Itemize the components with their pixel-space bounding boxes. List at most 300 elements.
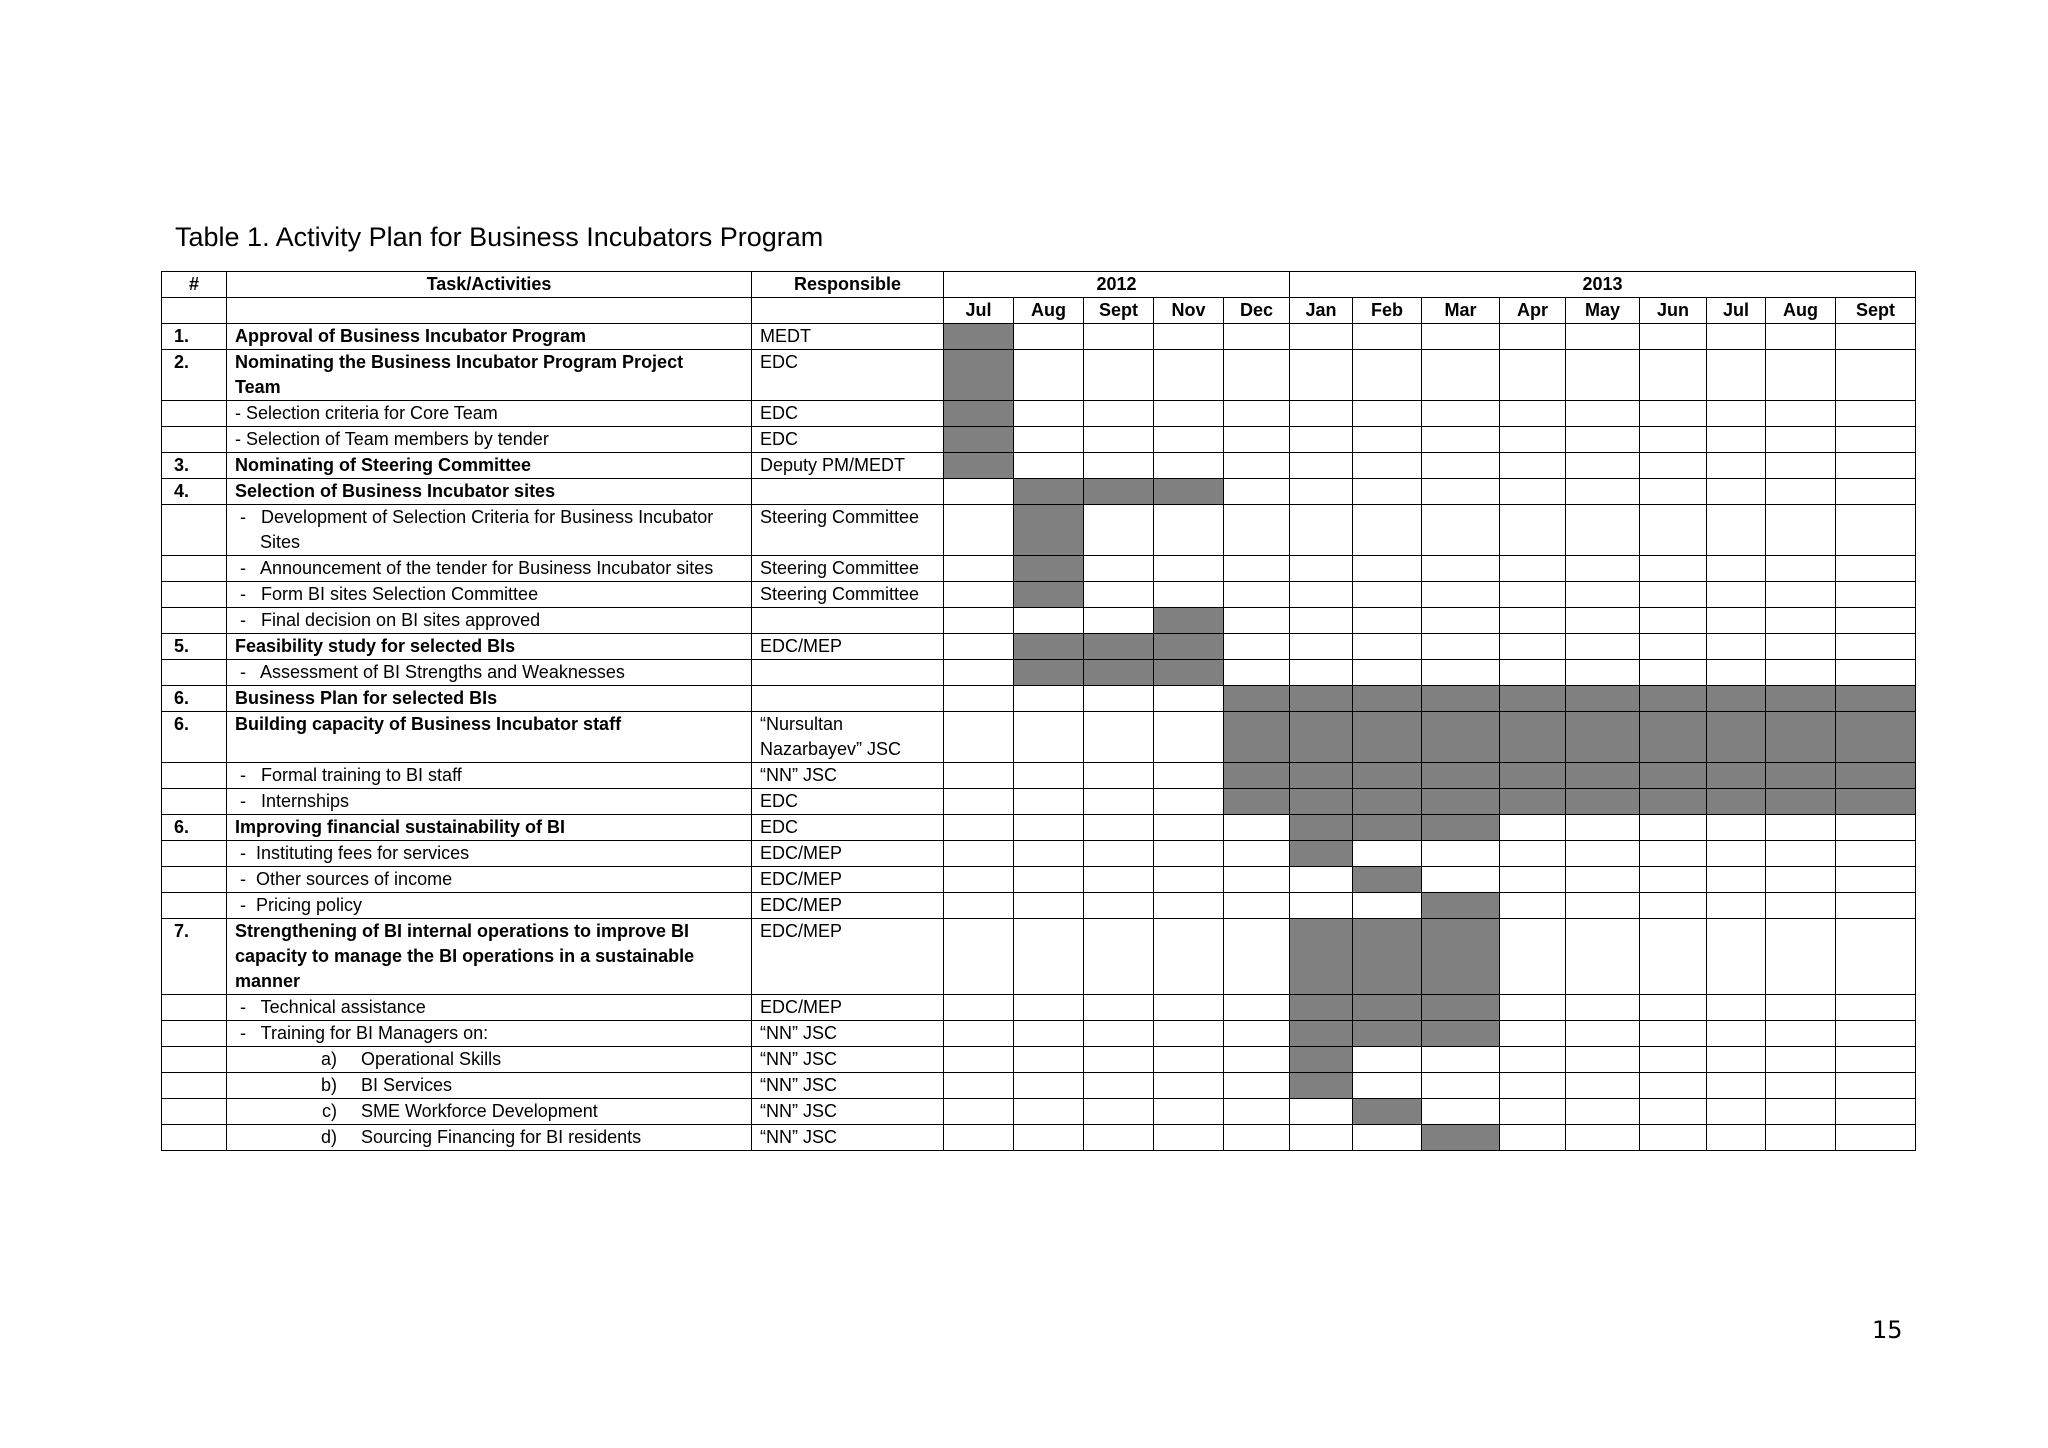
task-cell	[227, 1125, 752, 1151]
schedule-cell	[1290, 893, 1353, 919]
responsible-line: EDC	[760, 429, 799, 449]
schedule-cell	[1154, 686, 1224, 712]
task-line: - Internships	[240, 791, 350, 811]
task-cell	[227, 712, 752, 763]
schedule-cell	[1422, 1099, 1500, 1125]
header-responsible-blank	[752, 298, 944, 324]
schedule-cell	[1500, 324, 1566, 350]
row-number	[162, 995, 227, 1021]
schedule-cell	[1353, 582, 1422, 608]
task-line: - Other sources of income	[240, 869, 453, 889]
schedule-cell	[1422, 660, 1500, 686]
schedule-cell	[1640, 479, 1707, 505]
task-letter: c)	[322, 1101, 337, 1121]
schedule-cell	[1566, 893, 1640, 919]
header-num-blank	[162, 298, 227, 324]
schedule-cell	[1566, 815, 1640, 841]
table-row	[162, 1073, 1916, 1099]
task-line: Team	[235, 377, 281, 397]
task-cell	[227, 582, 752, 608]
responsible-cell	[752, 815, 944, 841]
schedule-cell-active	[1290, 1021, 1353, 1047]
schedule-cell	[1154, 324, 1224, 350]
schedule-cell	[1353, 401, 1422, 427]
schedule-cell	[1014, 789, 1084, 815]
schedule-cell	[1224, 401, 1290, 427]
schedule-cell	[1566, 1125, 1640, 1151]
schedule-cell	[1422, 427, 1500, 453]
row-number	[162, 893, 227, 919]
schedule-cell	[1014, 608, 1084, 634]
responsible-line: EDC	[760, 403, 799, 423]
schedule-cell-active	[1084, 634, 1154, 660]
schedule-cell	[1500, 634, 1566, 660]
task-cell	[227, 453, 752, 479]
table-row	[162, 1021, 1916, 1047]
responsible-line: “NN” JSC	[760, 1101, 837, 1121]
activity-plan-table	[161, 271, 1916, 1151]
schedule-cell	[1766, 815, 1836, 841]
schedule-cell	[944, 1125, 1014, 1151]
task-line: - Selection criteria for Core Team	[235, 403, 498, 423]
schedule-cell	[1014, 427, 1084, 453]
schedule-cell	[1353, 427, 1422, 453]
schedule-cell-active	[1422, 893, 1500, 919]
schedule-cell-active	[1084, 660, 1154, 686]
schedule-cell	[1353, 1047, 1422, 1073]
schedule-cell	[1836, 1099, 1916, 1125]
schedule-cell	[1766, 634, 1836, 660]
schedule-cell	[1836, 919, 1916, 995]
schedule-cell	[1154, 401, 1224, 427]
header-task: Task/Activities	[227, 272, 752, 298]
schedule-cell	[1353, 608, 1422, 634]
schedule-cell	[1084, 505, 1154, 556]
task-cell	[227, 401, 752, 427]
schedule-cell	[1353, 1073, 1422, 1099]
header-responsible: Responsible	[752, 272, 944, 298]
schedule-cell	[1640, 556, 1707, 582]
schedule-cell-active	[1422, 712, 1500, 763]
schedule-cell	[1224, 556, 1290, 582]
schedule-cell	[1014, 919, 1084, 995]
schedule-cell	[1353, 634, 1422, 660]
schedule-cell	[1084, 350, 1154, 401]
schedule-cell	[1707, 919, 1766, 995]
row-number	[162, 841, 227, 867]
header-month: May	[1566, 298, 1640, 324]
schedule-cell	[1766, 995, 1836, 1021]
schedule-cell	[1290, 427, 1353, 453]
schedule-cell-active	[1766, 712, 1836, 763]
schedule-cell	[1084, 324, 1154, 350]
schedule-cell	[1084, 401, 1154, 427]
activity-rows	[162, 324, 1916, 1151]
schedule-cell	[944, 1073, 1014, 1099]
responsible-cell	[752, 324, 944, 350]
schedule-cell-active	[1566, 789, 1640, 815]
row-number: 6.	[162, 815, 227, 841]
schedule-cell	[1566, 1021, 1640, 1047]
schedule-cell	[1707, 995, 1766, 1021]
responsible-line: “NN” JSC	[760, 1127, 837, 1147]
schedule-cell	[1290, 660, 1353, 686]
table-row	[162, 427, 1916, 453]
schedule-cell	[1640, 350, 1707, 401]
schedule-cell	[944, 995, 1014, 1021]
schedule-cell	[1766, 867, 1836, 893]
schedule-cell-active	[1422, 1125, 1500, 1151]
row-number: 6.	[162, 712, 227, 763]
schedule-cell	[1500, 350, 1566, 401]
task-line: - Formal training to BI staff	[240, 765, 462, 785]
responsible-line: EDC/MEP	[760, 843, 843, 863]
schedule-cell	[944, 789, 1014, 815]
schedule-cell	[1707, 427, 1766, 453]
schedule-cell	[1766, 556, 1836, 582]
task-line: - Pricing policy	[240, 895, 363, 915]
schedule-cell	[944, 712, 1014, 763]
header-month: Mar	[1422, 298, 1500, 324]
schedule-cell	[1766, 1047, 1836, 1073]
schedule-cell	[1353, 350, 1422, 401]
row-number: 7.	[162, 919, 227, 995]
schedule-cell	[1224, 919, 1290, 995]
schedule-cell	[1084, 686, 1154, 712]
schedule-cell	[1766, 660, 1836, 686]
schedule-cell	[1224, 841, 1290, 867]
schedule-cell	[1500, 608, 1566, 634]
table-row	[162, 453, 1916, 479]
responsible-line: EDC	[760, 817, 799, 837]
schedule-cell-active	[1353, 815, 1422, 841]
header-row-years	[162, 272, 1916, 298]
table-row	[162, 1047, 1916, 1073]
schedule-cell	[944, 660, 1014, 686]
responsible-line: EDC	[760, 352, 799, 372]
schedule-cell	[1422, 479, 1500, 505]
task-cell	[227, 841, 752, 867]
schedule-cell	[1154, 1125, 1224, 1151]
schedule-cell	[1084, 453, 1154, 479]
schedule-cell	[1154, 712, 1224, 763]
schedule-cell	[1014, 893, 1084, 919]
schedule-cell	[1640, 634, 1707, 660]
schedule-cell-active	[1566, 763, 1640, 789]
schedule-cell-active	[1353, 1021, 1422, 1047]
table-row	[162, 815, 1916, 841]
responsible-cell	[752, 1047, 944, 1073]
schedule-cell-active	[1640, 686, 1707, 712]
responsible-line: Nazarbayev” JSC	[760, 739, 902, 759]
task-cell	[227, 1099, 752, 1125]
schedule-cell	[1290, 324, 1353, 350]
responsible-cell	[752, 427, 944, 453]
responsible-cell	[752, 1021, 944, 1047]
header-month: Sept	[1836, 298, 1916, 324]
schedule-cell	[1154, 582, 1224, 608]
schedule-cell	[1707, 634, 1766, 660]
schedule-cell	[1766, 582, 1836, 608]
schedule-cell	[1154, 453, 1224, 479]
schedule-cell	[1500, 453, 1566, 479]
responsible-line: “NN” JSC	[760, 1049, 837, 1069]
schedule-cell	[1084, 608, 1154, 634]
table-row	[162, 919, 1916, 995]
task-line: - Announcement of the tender for Business Incubator sites	[240, 558, 714, 578]
schedule-cell-active	[1014, 634, 1084, 660]
schedule-cell	[1566, 505, 1640, 556]
schedule-cell	[1290, 453, 1353, 479]
schedule-cell	[944, 634, 1014, 660]
schedule-cell	[1353, 479, 1422, 505]
responsible-line: EDC/MEP	[760, 997, 843, 1017]
page-number: 15	[1872, 1316, 1903, 1344]
row-number	[162, 789, 227, 815]
schedule-cell	[1224, 453, 1290, 479]
schedule-cell	[1766, 324, 1836, 350]
schedule-cell	[1766, 1125, 1836, 1151]
schedule-cell	[1224, 350, 1290, 401]
schedule-cell	[1224, 324, 1290, 350]
task-line: Sourcing Financing for BI residents	[361, 1127, 642, 1147]
schedule-cell-active	[1353, 1099, 1422, 1125]
schedule-cell	[1014, 1099, 1084, 1125]
schedule-cell	[1566, 350, 1640, 401]
schedule-cell	[1154, 1047, 1224, 1073]
schedule-cell	[1154, 505, 1224, 556]
schedule-cell	[1566, 660, 1640, 686]
responsible-cell	[752, 660, 944, 686]
schedule-cell	[1566, 1047, 1640, 1073]
schedule-cell	[1836, 815, 1916, 841]
table-row	[162, 556, 1916, 582]
task-cell	[227, 324, 752, 350]
table-row	[162, 582, 1916, 608]
header-row-months	[162, 298, 1916, 324]
schedule-cell-active	[944, 453, 1014, 479]
schedule-cell	[1707, 401, 1766, 427]
header-month: Jun	[1640, 298, 1707, 324]
schedule-cell	[1640, 427, 1707, 453]
schedule-cell	[1766, 505, 1836, 556]
schedule-cell	[1566, 841, 1640, 867]
schedule-cell-active	[944, 401, 1014, 427]
schedule-cell-active	[1290, 763, 1353, 789]
schedule-cell	[1353, 453, 1422, 479]
task-line: BI Services	[361, 1075, 453, 1095]
schedule-cell-active	[1290, 995, 1353, 1021]
header-month: Sept	[1084, 298, 1154, 324]
schedule-cell	[1084, 1047, 1154, 1073]
schedule-cell	[1500, 1099, 1566, 1125]
schedule-cell	[1084, 995, 1154, 1021]
schedule-cell	[1422, 324, 1500, 350]
row-number	[162, 505, 227, 556]
schedule-cell	[1836, 479, 1916, 505]
header-month: Aug	[1766, 298, 1836, 324]
schedule-cell	[1084, 1073, 1154, 1099]
schedule-cell	[1766, 841, 1836, 867]
schedule-cell	[1353, 841, 1422, 867]
responsible-cell	[752, 893, 944, 919]
schedule-cell	[1640, 841, 1707, 867]
schedule-cell	[1500, 919, 1566, 995]
schedule-cell	[1707, 350, 1766, 401]
responsible-line: EDC/MEP	[760, 921, 843, 941]
schedule-cell-active	[1836, 712, 1916, 763]
schedule-cell	[1422, 582, 1500, 608]
table-row	[162, 505, 1916, 556]
row-number: 6.	[162, 686, 227, 712]
schedule-cell	[1836, 867, 1916, 893]
schedule-cell-active	[1224, 763, 1290, 789]
schedule-cell	[1500, 841, 1566, 867]
responsible-line: EDC	[760, 791, 799, 811]
schedule-cell	[1766, 1021, 1836, 1047]
responsible-cell	[752, 867, 944, 893]
schedule-cell-active	[1422, 919, 1500, 995]
schedule-cell	[1290, 608, 1353, 634]
row-number	[162, 867, 227, 893]
schedule-cell	[1707, 893, 1766, 919]
schedule-cell	[1154, 815, 1224, 841]
schedule-cell	[1154, 1099, 1224, 1125]
schedule-cell-active	[1707, 789, 1766, 815]
schedule-cell	[1836, 634, 1916, 660]
schedule-cell	[1014, 763, 1084, 789]
schedule-cell	[1836, 1073, 1916, 1099]
schedule-cell	[1566, 479, 1640, 505]
task-line: capacity to manage the BI operations in a sustainable	[235, 946, 695, 966]
schedule-cell	[1566, 427, 1640, 453]
schedule-cell	[1154, 1073, 1224, 1099]
schedule-cell	[1154, 867, 1224, 893]
row-number: 2.	[162, 350, 227, 401]
row-number: 4.	[162, 479, 227, 505]
schedule-cell	[1500, 1073, 1566, 1099]
task-letter: b)	[320, 1075, 337, 1095]
schedule-cell	[1224, 1125, 1290, 1151]
schedule-cell-active	[1290, 919, 1353, 995]
schedule-cell	[1500, 401, 1566, 427]
schedule-cell	[1640, 453, 1707, 479]
schedule-cell-active	[1766, 686, 1836, 712]
task-line: - Training for BI Managers on:	[240, 1023, 489, 1043]
schedule-cell	[1422, 1047, 1500, 1073]
schedule-cell	[1154, 427, 1224, 453]
schedule-cell-active	[1836, 789, 1916, 815]
schedule-cell	[1640, 401, 1707, 427]
row-number	[162, 556, 227, 582]
responsible-line: Deputy PM/MEDT	[760, 455, 906, 475]
task-line: SME Workforce Development	[361, 1101, 598, 1121]
schedule-cell	[1224, 893, 1290, 919]
schedule-cell	[1014, 712, 1084, 763]
row-number	[162, 608, 227, 634]
task-cell	[227, 556, 752, 582]
responsible-line: “NN” JSC	[760, 765, 837, 785]
schedule-cell	[1566, 582, 1640, 608]
responsible-line: Steering Committee	[760, 507, 920, 527]
responsible-cell	[752, 1099, 944, 1125]
schedule-cell	[944, 479, 1014, 505]
schedule-cell	[1500, 995, 1566, 1021]
schedule-cell	[1566, 556, 1640, 582]
row-number	[162, 660, 227, 686]
task-line: Business Plan for selected BIs	[235, 688, 498, 708]
schedule-cell-active	[1290, 1047, 1353, 1073]
schedule-cell	[1154, 1021, 1224, 1047]
task-letter: d)	[320, 1127, 337, 1147]
schedule-cell	[1290, 505, 1353, 556]
schedule-cell-active	[1224, 686, 1290, 712]
schedule-cell	[1836, 1021, 1916, 1047]
schedule-cell	[1084, 712, 1154, 763]
schedule-cell	[1836, 401, 1916, 427]
schedule-cell-active	[1014, 556, 1084, 582]
schedule-cell	[944, 505, 1014, 556]
task-cell	[227, 660, 752, 686]
schedule-cell	[1154, 919, 1224, 995]
row-number	[162, 582, 227, 608]
schedule-cell	[1154, 556, 1224, 582]
schedule-cell	[1084, 867, 1154, 893]
responsible-line: EDC/MEP	[760, 869, 843, 889]
schedule-cell	[1836, 556, 1916, 582]
schedule-cell	[944, 867, 1014, 893]
schedule-cell	[1707, 1021, 1766, 1047]
schedule-cell	[1154, 893, 1224, 919]
schedule-cell-active	[1422, 815, 1500, 841]
table-row	[162, 686, 1916, 712]
row-number	[162, 1099, 227, 1125]
task-line: Building capacity of Business Incubator staff	[235, 714, 622, 734]
schedule-cell	[944, 1099, 1014, 1125]
schedule-cell	[1422, 401, 1500, 427]
schedule-cell	[1224, 1047, 1290, 1073]
schedule-cell	[1154, 763, 1224, 789]
schedule-cell	[1353, 893, 1422, 919]
schedule-cell-active	[1014, 505, 1084, 556]
table-row	[162, 995, 1916, 1021]
schedule-cell-active	[1353, 995, 1422, 1021]
task-line: manner	[235, 971, 301, 991]
schedule-cell	[944, 582, 1014, 608]
responsible-cell	[752, 634, 944, 660]
table-row	[162, 608, 1916, 634]
schedule-cell	[1500, 815, 1566, 841]
schedule-cell	[1640, 1073, 1707, 1099]
schedule-cell	[1566, 453, 1640, 479]
responsible-line: Steering Committee	[760, 558, 920, 578]
schedule-cell	[1836, 608, 1916, 634]
schedule-cell-active	[1154, 634, 1224, 660]
schedule-cell	[1500, 660, 1566, 686]
task-line: - Instituting fees for services	[240, 843, 470, 863]
task-cell	[227, 1047, 752, 1073]
schedule-cell	[1566, 1073, 1640, 1099]
schedule-cell	[1566, 608, 1640, 634]
schedule-cell	[1707, 660, 1766, 686]
schedule-cell-active	[1353, 686, 1422, 712]
responsible-line: “Nursultan	[760, 714, 844, 734]
task-cell	[227, 919, 752, 995]
schedule-cell	[1422, 505, 1500, 556]
schedule-cell	[1290, 1099, 1353, 1125]
schedule-cell-active	[1290, 712, 1353, 763]
schedule-cell	[1084, 919, 1154, 995]
